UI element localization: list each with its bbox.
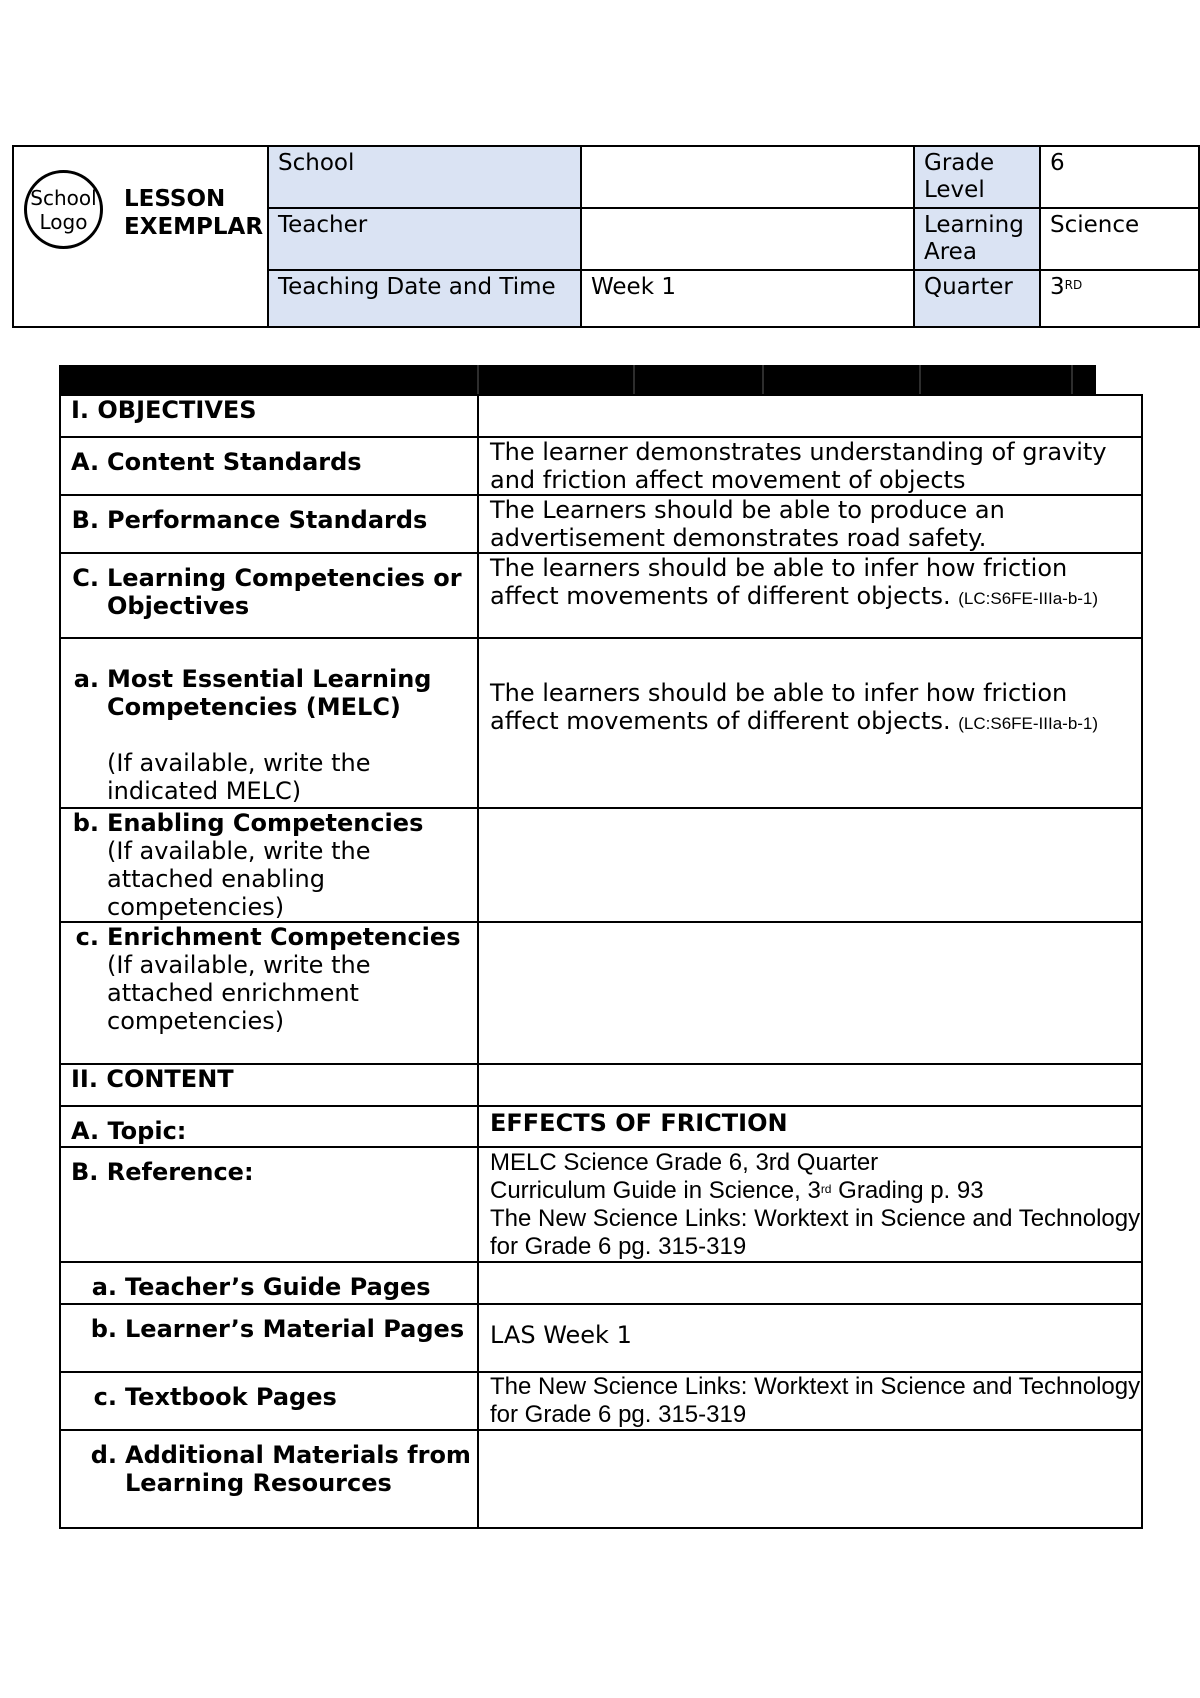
enrichment-label: c. Enrichment Competencies (If available, write the attached enrichment competencies): [71, 923, 477, 1035]
objectives-heading: I. OBJECTIVES: [60, 395, 478, 437]
teacher-field[interactable]: [581, 208, 914, 270]
bar-divider: [633, 365, 635, 394]
teachers-guide-label: a. Teacher’s Guide Pages: [91, 1273, 431, 1301]
melc-code: (LC:S6FE-IIIa-b-1): [958, 714, 1099, 733]
enrichment-value[interactable]: [478, 922, 1142, 1064]
textbook-label: c. Textbook Pages: [93, 1383, 337, 1411]
topic-row: [60, 1106, 1142, 1147]
melc-note: (If available, write the indicated MELC): [107, 749, 371, 805]
content-row: [60, 1064, 1142, 1106]
learners-material-value: LAS Week 1: [478, 1304, 1142, 1372]
reference-line: MELC Science Grade 6, 3rd Quarter: [490, 1149, 879, 1176]
learners-material-row: [60, 1304, 1142, 1372]
melc-value: The learners should be able to infer how friction affect movements of different objects. (LC:S6FE-IIIa-b-1): [478, 638, 1142, 808]
textbook-value: The New Science Links: Worktext in Science and Technology for Grade 6 pg. 315-319: [478, 1372, 1142, 1430]
teaching-date-label: Teaching Date and Time: [268, 270, 581, 327]
school-field[interactable]: [581, 146, 914, 208]
content-standards-row: [60, 437, 1142, 495]
learning-competencies-label: C. Learning Competencies or Objectives: [72, 564, 462, 620]
school-label: School: [268, 146, 581, 208]
quarter-label: Quarter: [914, 270, 1040, 327]
performance-standards-row: [60, 495, 1142, 553]
performance-standards-label: B. Performance Standards: [71, 506, 428, 534]
grade-level-field[interactable]: 6: [1040, 146, 1199, 208]
enabling-row: [60, 808, 1142, 922]
enabling-note: (If available, write the attached enabling competencies): [107, 837, 371, 921]
quarter-suffix: RD: [1064, 278, 1083, 292]
reference-row: [60, 1147, 1142, 1262]
bar-divider: [762, 365, 764, 394]
school-logo: [24, 170, 103, 249]
school-logo-text: School Logo: [30, 185, 97, 234]
quarter-field[interactable]: [1040, 270, 1199, 327]
header-table: [12, 145, 1200, 328]
learning-area-label: Learning Area: [914, 208, 1040, 270]
teachers-guide-value[interactable]: [478, 1262, 1142, 1304]
teaching-date-field[interactable]: Week 1: [581, 270, 914, 327]
teachers-guide-row: [60, 1262, 1142, 1304]
lesson-plan-table: [59, 394, 1143, 1529]
learning-competencies-value: The learners should be able to infer how friction affect movements of different objects. (LC:S6FE-IIIa-b-1): [478, 553, 1142, 638]
reference-line: Curriculum Guide in Science, 3rd Grading p. 93: [490, 1177, 984, 1204]
textbook-row: [60, 1372, 1142, 1430]
enrichment-row: [60, 922, 1142, 1064]
additional-materials-value[interactable]: [478, 1430, 1142, 1528]
reference-value: [478, 1147, 1142, 1262]
topic-label: A. Topic:: [60, 1106, 478, 1147]
reference-label: B. Reference:: [60, 1147, 478, 1262]
grade-level-label: Grade Level: [914, 146, 1040, 208]
teacher-label: Teacher: [268, 208, 581, 270]
bar-divider: [1071, 365, 1073, 394]
objectives-row: [60, 395, 1142, 437]
enrichment-note: (If available, write the attached enrichment competencies): [107, 951, 371, 1035]
learning-competencies-row: [60, 553, 1142, 638]
additional-materials-label: d. Additional Materials from Learning Resources: [90, 1441, 471, 1497]
learning-area-field[interactable]: Science: [1040, 208, 1199, 270]
additional-materials-row: [60, 1430, 1142, 1528]
content-value: [478, 1064, 1142, 1106]
content-standards-value: The learner demonstrates understanding of gravity and friction affect movement of objects: [478, 437, 1142, 495]
objectives-value: [478, 395, 1142, 437]
melc-row: [60, 638, 1142, 808]
enabling-label: b. Enabling Competencies (If available, write the attached enabling competencies): [71, 809, 477, 921]
content-heading: II. CONTENT: [60, 1064, 478, 1106]
quarter-value: 3: [1050, 274, 1065, 300]
bar-divider: [477, 365, 479, 394]
document-title: LESSON EXEMPLAR: [124, 186, 264, 240]
reference-line: The New Science Links: Worktext in Science and Technology for Grade 6 pg. 315-319: [490, 1205, 1141, 1260]
logo-cell: [13, 146, 268, 327]
enabling-value[interactable]: [478, 808, 1142, 922]
competency-code: (LC:S6FE-IIIa-b-1): [958, 589, 1099, 608]
topic-value: EFFECTS OF FRICTION: [478, 1106, 1142, 1147]
performance-standards-value: The Learners should be able to produce an advertisement demonstrates road safety.: [478, 495, 1142, 553]
learners-material-label: b. Learner’s Material Pages: [90, 1315, 465, 1343]
content-standards-label: A. Content Standards: [71, 448, 362, 476]
table-header-bar: [59, 365, 1096, 394]
melc-label: a. Most Essential Learning Competencies (MELC) (If available, write the indicated MELC): [71, 665, 477, 805]
bar-divider: [919, 365, 921, 394]
